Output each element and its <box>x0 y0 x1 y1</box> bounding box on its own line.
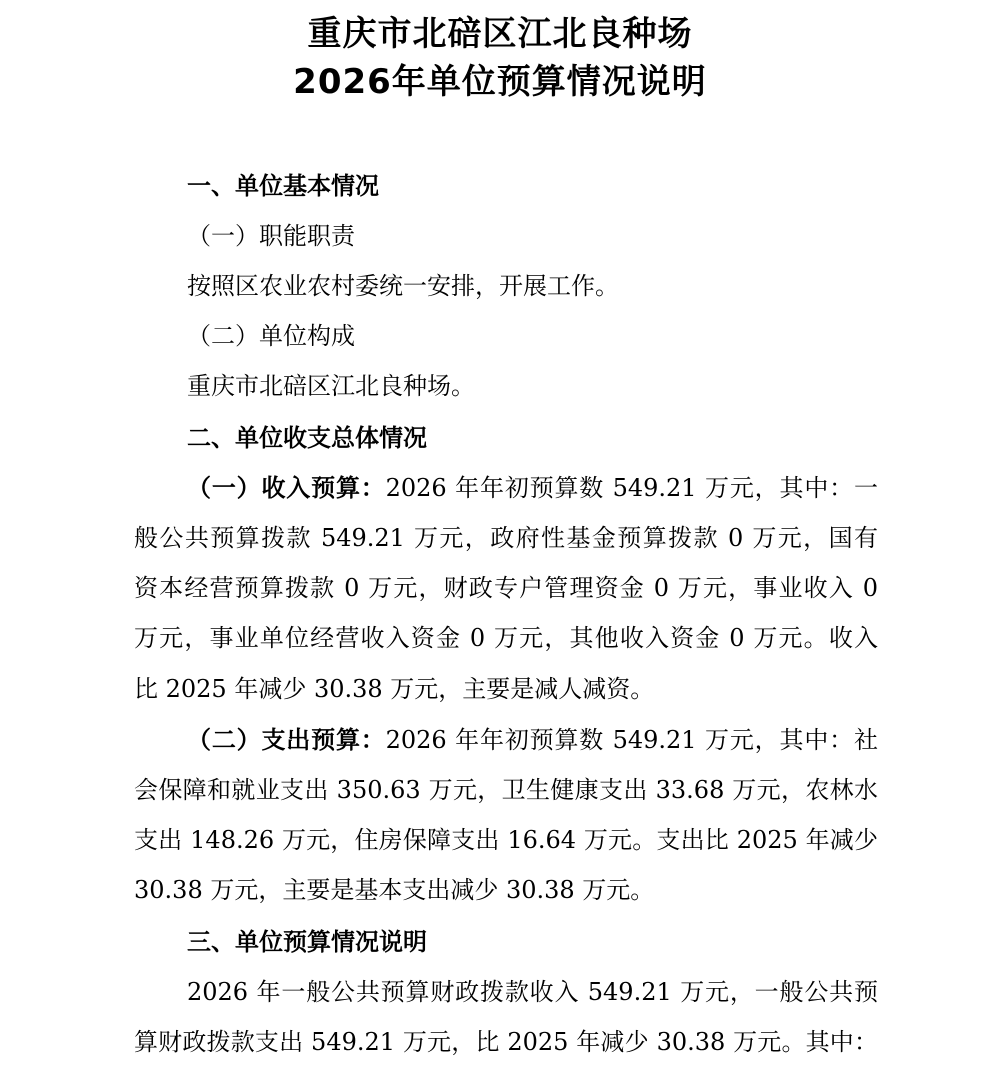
income-paragraph-line-2: 般公共预算拨款 549.21 万元，政府性基金预算拨款 0 万元，国有 <box>134 524 878 552</box>
section-1-sub-1-heading: （一）职能职责 <box>187 222 355 250</box>
income-paragraph-line-1 <box>187 472 878 504</box>
expense-paragraph-line-3: 支出 148.26 万元，住房保障支出 16.64 万元。支出比 2025 年减少 <box>134 826 878 854</box>
expense-budget-label: （二）支出预算： <box>187 726 386 754</box>
expense-line-text: 2026 年年初预算数 549.21 万元，其中：社 <box>385 726 878 754</box>
section-3-paragraph-line-2: 算财政拨款支出 549.21 万元，比 2025 年减少 30.38 万元。其中： <box>134 1028 878 1056</box>
section-3-heading: 三、单位预算情况说明 <box>187 928 427 956</box>
section-1-sub-1-text: 按照区农业农村委统一安排，开展工作。 <box>187 272 619 300</box>
section-3-paragraph-line-1: 2026 年一般公共预算财政拨款收入 549.21 万元，一般公共预 <box>187 978 878 1006</box>
income-budget-label: （一）收入预算： <box>187 474 386 502</box>
section-1-sub-2-text: 重庆市北碚区江北良种场。 <box>187 372 475 400</box>
income-line-text: 2026 年年初预算数 549.21 万元，其中：一 <box>385 474 878 502</box>
income-paragraph-line-3: 资本经营预算拨款 0 万元，财政专户管理资金 0 万元，事业收入 0 <box>134 574 878 602</box>
expense-paragraph-line-2: 会保障和就业支出 350.63 万元，卫生健康支出 33.68 万元，农林水 <box>134 776 878 804</box>
section-2-heading: 二、单位收支总体情况 <box>187 424 427 452</box>
expense-paragraph-line-4: 30.38 万元，主要是基本支出减少 30.38 万元。 <box>134 876 655 904</box>
document-title-line-2: 2026年单位预算情况说明 <box>293 62 707 102</box>
income-paragraph-line-4: 万元，事业单位经营收入资金 0 万元，其他收入资金 0 万元。收入 <box>134 624 878 652</box>
expense-paragraph-line-1 <box>187 724 878 756</box>
document-title-line-1: 重庆市北碚区江北良种场 <box>307 14 693 54</box>
section-1-heading: 一、单位基本情况 <box>187 172 379 200</box>
income-paragraph-line-5: 比 2025 年减少 30.38 万元，主要是减人减资。 <box>134 675 655 703</box>
section-1-sub-2-heading: （二）单位构成 <box>187 322 355 350</box>
